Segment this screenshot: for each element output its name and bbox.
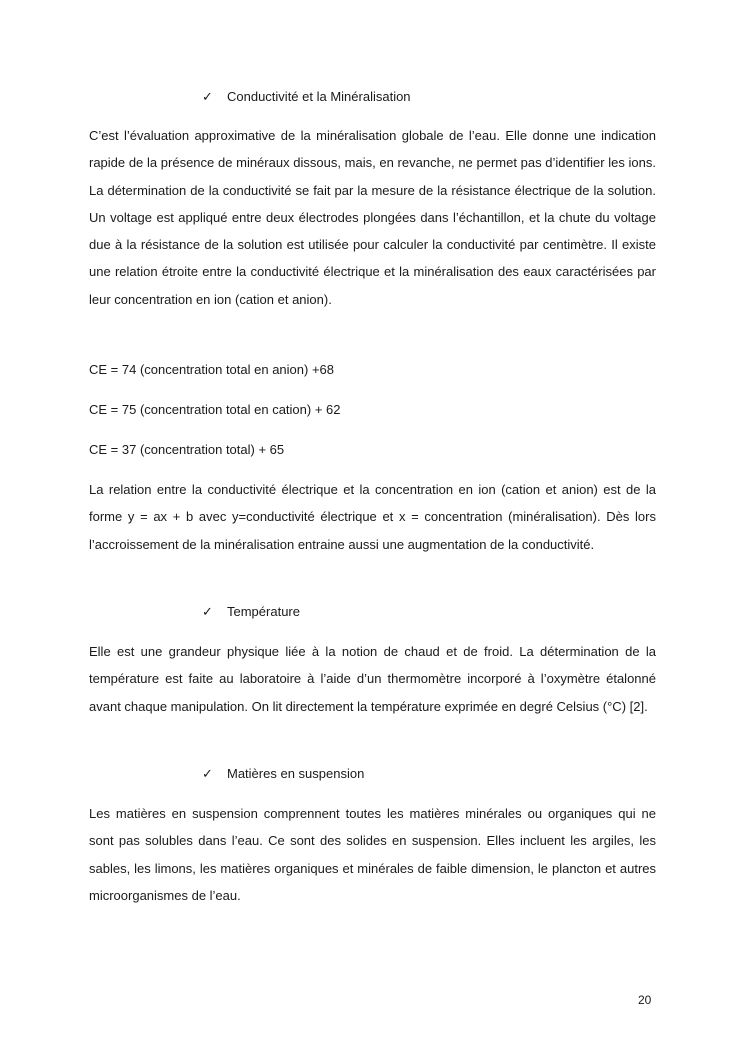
page-number: 20	[638, 993, 652, 1007]
section-heading-conductivity	[202, 89, 411, 105]
temperature-paragraph: Elle est une grandeur physique liée à la notion de chaud et de froid. La détermination de la température est faite au laboratoire à l’aide d’un thermomètre incorporé à l’oxymètre étalonné avant chaque manipulation. On lit directement la température exprimée en degré Celsius (°C) [2].	[89, 644, 656, 714]
suspension-paragraph: Les matières en suspension comprennent toutes les matières minérales ou organiques qui ne sont pas solubles dans l’eau. Ce sont des solides en suspension. Elles incluent les argiles, les sables, les limons, les matières organiques et minérales de faible dimension, le plancton et autres microorganismes de l’eau.	[89, 806, 656, 903]
formula-cation: CE = 75 (concentration total en cation) + 62	[89, 402, 341, 417]
section-heading-temperature	[202, 604, 300, 620]
formula-total: CE = 37 (concentration total) + 65	[89, 442, 285, 457]
checkmark-icon: ✓	[202, 604, 213, 619]
section-title: Matières en suspension	[227, 766, 365, 781]
section-title: Température	[227, 604, 300, 619]
formula-anion: CE = 74 (concentration total en anion) +68	[89, 362, 334, 377]
section-heading-suspension	[202, 766, 364, 782]
section-title: Conductivité et la Minéralisation	[227, 89, 411, 104]
checkmark-icon: ✓	[202, 89, 213, 104]
checkmark-icon: ✓	[202, 766, 213, 781]
conductivity-paragraph: C’est l’évaluation approximative de la minéralisation globale de l’eau. Elle donne une indication rapide de la présence de minéraux dissous, mais, en revanche, ne permet pas d’identifier les ions. La détermination de la conductivité se fait par la mesure de la résistance électrique de la solution. Un voltage est appliqué entre deux électrodes plongées dans l’échantillon, et la chute du voltage due à la résistance de la solution est utilisée pour calculer la conductivité par centimètre. Il existe une relation étroite entre la conductivité électrique et la minéralisation des eaux caractérisées par leur concentration en ion (cation et anion).	[89, 128, 656, 307]
relation-paragraph: La relation entre la conductivité électrique et la concentration en ion (cation et anion) est de la forme y = ax + b avec y=conductivité électrique et x = concentration (minéralisation). Dès lors l’accroissement de la minéralisation entraine aussi une augmentation de la conductivité.	[89, 482, 656, 552]
